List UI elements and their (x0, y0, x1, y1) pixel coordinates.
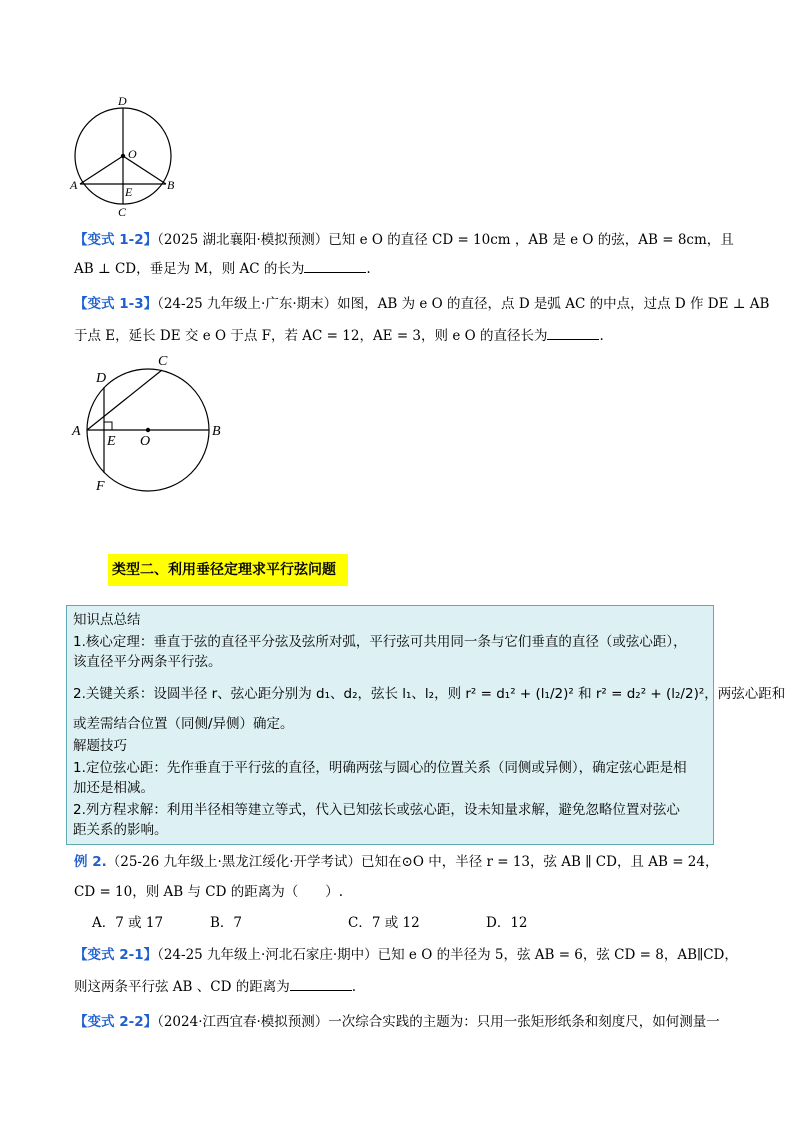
answer-blank[interactable] (547, 325, 599, 340)
knowledge-point-2-cont: 或差需结合位置（同侧/异侧）确定。 (73, 716, 294, 732)
label-E: E (125, 185, 133, 199)
period: . (599, 328, 604, 344)
label-O: O (140, 434, 151, 449)
knowledge-point-2: 2.关键关系：设圆半径 r、弦心距分别为 d₁、d₂，弦长 l₁、l₂，则 r² = d₁² + (l₁/2)² 和 r² = d₂² + (l₂/2)²，两弦心距和 (73, 686, 786, 702)
variant-tag: 【变式 2-2】 (74, 1014, 158, 1030)
variant-1-3-line1 (74, 294, 769, 314)
period: . (366, 261, 371, 277)
label-A: A (70, 178, 78, 192)
variant-1-2-line1 (74, 230, 734, 250)
answer-blank[interactable] (304, 258, 366, 273)
variant-text: 于点 E，延长 DE 交 e O 于点 F，若 AC = 12，AE = 3，则 e O 的直径长为 (74, 328, 548, 344)
variant-text: （2024·江西宜春·模拟预测）一次综合实践的主题为：只用一张矩形纸条和刻度尺，如何测量一 (157, 1014, 720, 1030)
variant-1-3-line2 (74, 325, 604, 346)
option-c[interactable]: C．7 或 12 (348, 915, 420, 931)
tip-2: 2.列方程求解：利用半径相等建立等式，代入已知弦长或弦心距，设未知量求解，避免忽略位置对弦心 (73, 802, 680, 818)
answer-blank[interactable] (290, 976, 352, 991)
variant-2-1-line2 (74, 976, 356, 997)
variant-text: 则这两条平行弦 AB 、CD 的距离为 (74, 979, 290, 995)
option-d[interactable]: D．12 (486, 915, 528, 931)
period: . (351, 979, 356, 995)
knowledge-point-1: 1.核心定理：垂直于弦的直径平分弦及弦所对弧，平行弦可共用同一条与它们垂直的直径（或弦心距）， (73, 634, 687, 650)
label-O: O (128, 147, 137, 161)
variant-2-1-line1 (74, 945, 738, 965)
label-D: D (96, 371, 107, 386)
variant-text: （24-25 九年级上·河北石家庄·期中）已知 e O 的半径为 5，弦 AB = 6，弦 CD = 8，AB∥CD， (157, 947, 738, 963)
label-B: B (167, 178, 175, 192)
option-b[interactable]: B．7 (210, 915, 243, 931)
knowledge-point-1-cont: 该直径平分两条平行弦。 (73, 654, 222, 670)
figure-circle-diameter (60, 90, 200, 225)
label-C: C (158, 354, 168, 369)
option-a[interactable]: A．7 或 17 (92, 915, 164, 931)
variant-2-2-line1 (74, 1012, 720, 1032)
variant-tag: 【变式 1-3】 (74, 296, 158, 312)
label-F: F (96, 479, 105, 494)
variant-1-2-line2 (74, 258, 371, 279)
tip-2-cont: 距关系的影响。 (73, 822, 168, 838)
tip-1: 1.定位弦心距：先作垂直于平行弦的直径，明确两弦与圆心的位置关系（同侧或异侧），确定弦心距是相 (73, 760, 687, 776)
knowledge-summary-box (66, 605, 786, 845)
example-2-line2: CD = 10，则 AB 与 CD 的距离为（ ）. (74, 884, 344, 900)
knowledge-heading: 知识点总结 (73, 612, 141, 628)
label-E: E (107, 434, 116, 449)
section-heading-type2: 类型二、利用垂径定理求平行弦问题 (108, 554, 348, 586)
example-tag: 例 2. (74, 854, 107, 870)
variant-text: AB ⊥ CD，垂足为 M，则 AC 的长为 (74, 261, 305, 277)
variant-text: （24-25 九年级上·广东·期末）如图，AB 为 e O 的直径，点 D 是弧 AC 的中点，过点 D 作 DE ⊥ AB (157, 296, 770, 312)
figure-circle-chord-de (60, 350, 240, 500)
label-B: B (212, 424, 221, 439)
label-D: D (118, 94, 127, 108)
variant-text: （2025 湖北襄阳·模拟预测）已知 e O 的直径 CD = 10cm ，AB 是 e O 的弦，AB = 8cm，且 (157, 232, 734, 248)
tips-heading: 解题技巧 (73, 738, 127, 754)
example-2-line1 (74, 852, 718, 872)
label-C: C (118, 205, 127, 219)
example-text: （25-26 九年级上·黑龙江绥化·开学考试）已知在⊙O 中，半径 r = 13，弦 AB ∥ CD，且 AB = 24， (106, 854, 719, 870)
variant-tag: 【变式 2-1】 (74, 947, 158, 963)
label-A: A (72, 424, 81, 439)
variant-tag: 【变式 1-2】 (74, 232, 158, 248)
tip-1-cont: 加还是相减。 (73, 780, 154, 796)
